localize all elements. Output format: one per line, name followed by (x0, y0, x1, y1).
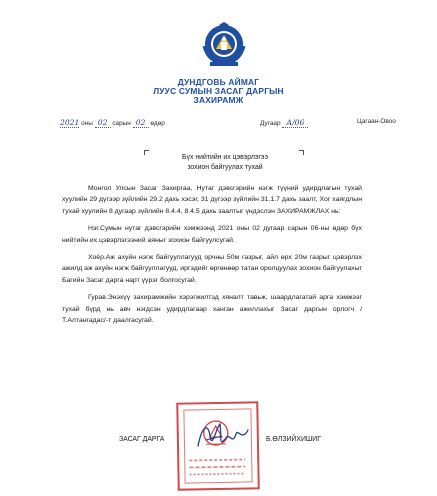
document-body (62, 183, 362, 332)
state-emblem-icon (200, 22, 248, 68)
date-line (60, 118, 165, 128)
body-paragraph-three: Гурав.Энэхүү захирамжийн хэрэгжилтэд хяналт тавьж, шаардлагатай арга хэмжээг тухай бүрд нь авч нэгдсэн удирдлагаар ханган ажиллахыг Засаг даргын орлогч /Т.Алтангадас/-т даалгасугай. (62, 294, 362, 325)
place-name: Цагаан-Овоо (357, 118, 396, 125)
date-year: 2021 (60, 118, 80, 127)
date-year-suffix: оны (81, 120, 93, 127)
body-paragraph-one: Нэг.Сумын нутаг дэвсгэрийн хэмжээнд 2021 оны 02 дугаар сарын 06-ны өдөр бүх нийтийн их цэвэрлэгээний аяныг зохион байгуулсугай. (62, 225, 362, 244)
document-number: А/06 (282, 118, 308, 128)
date-day: 02 (133, 118, 149, 128)
handwritten-signature (192, 416, 252, 456)
number-label: Дугаар (260, 120, 281, 127)
signatory-role: ЗАСАГ ДАРГА (119, 436, 165, 443)
document-type: ЗАХИРАМЖ (193, 95, 244, 105)
date-day-suffix: өдөр (150, 120, 165, 127)
subject-line-2: зохион байгуулах тухай (187, 164, 263, 171)
date-month: 02 (95, 118, 111, 128)
date-month-suffix: сарын (112, 120, 131, 127)
org-line-aimag: ДУНДГОВЬ АЙМАГ (177, 77, 260, 87)
subject-line-1: Бүх нийтийн их цэвэрлэгээ (182, 154, 268, 161)
org-line-governor: ЛУУС СУМЫН ЗАСАГ ДАРГЫН (153, 86, 284, 96)
stamp-text-pattern (187, 455, 247, 478)
body-paragraph-two: Хоёр.Аж ахуйн нэгж байгууллагууд орчны 50м газрыг, айл өрх 20м газрыг цэвэрлэх ажилд аж ахуйн нэгж байгууллагууд, иргэдийг өргөнөөр татан оролцуулах зохион байгуулахыг Багийн Засаг дарга нарт үүрэг болгосугай. (62, 254, 362, 284)
document-number-line (260, 118, 308, 128)
signatory-name: Б.ӨЛЗИЙХИШИГ (266, 436, 321, 443)
subject-corner-left (144, 150, 149, 155)
subject-title (150, 153, 300, 173)
body-paragraph-preamble: Монгол Улсын Засаг Захиргаа, Нутаг дэвсгэрийн нэгж түүний удирдлагын тухай хуулийн 29 дүгээр зүйлийн 29.2 дахь хэсэг, 31 дүгээр зүйлийн 31.1.7 дахь заалт, Хог хаягдлын тухай хуулийн 8 дугаар зүйлийн 8.4.4, 8.4.5 дахь заалтыг үндэслэн ЗАХИРАМЖЛАХ нь: (62, 185, 362, 215)
